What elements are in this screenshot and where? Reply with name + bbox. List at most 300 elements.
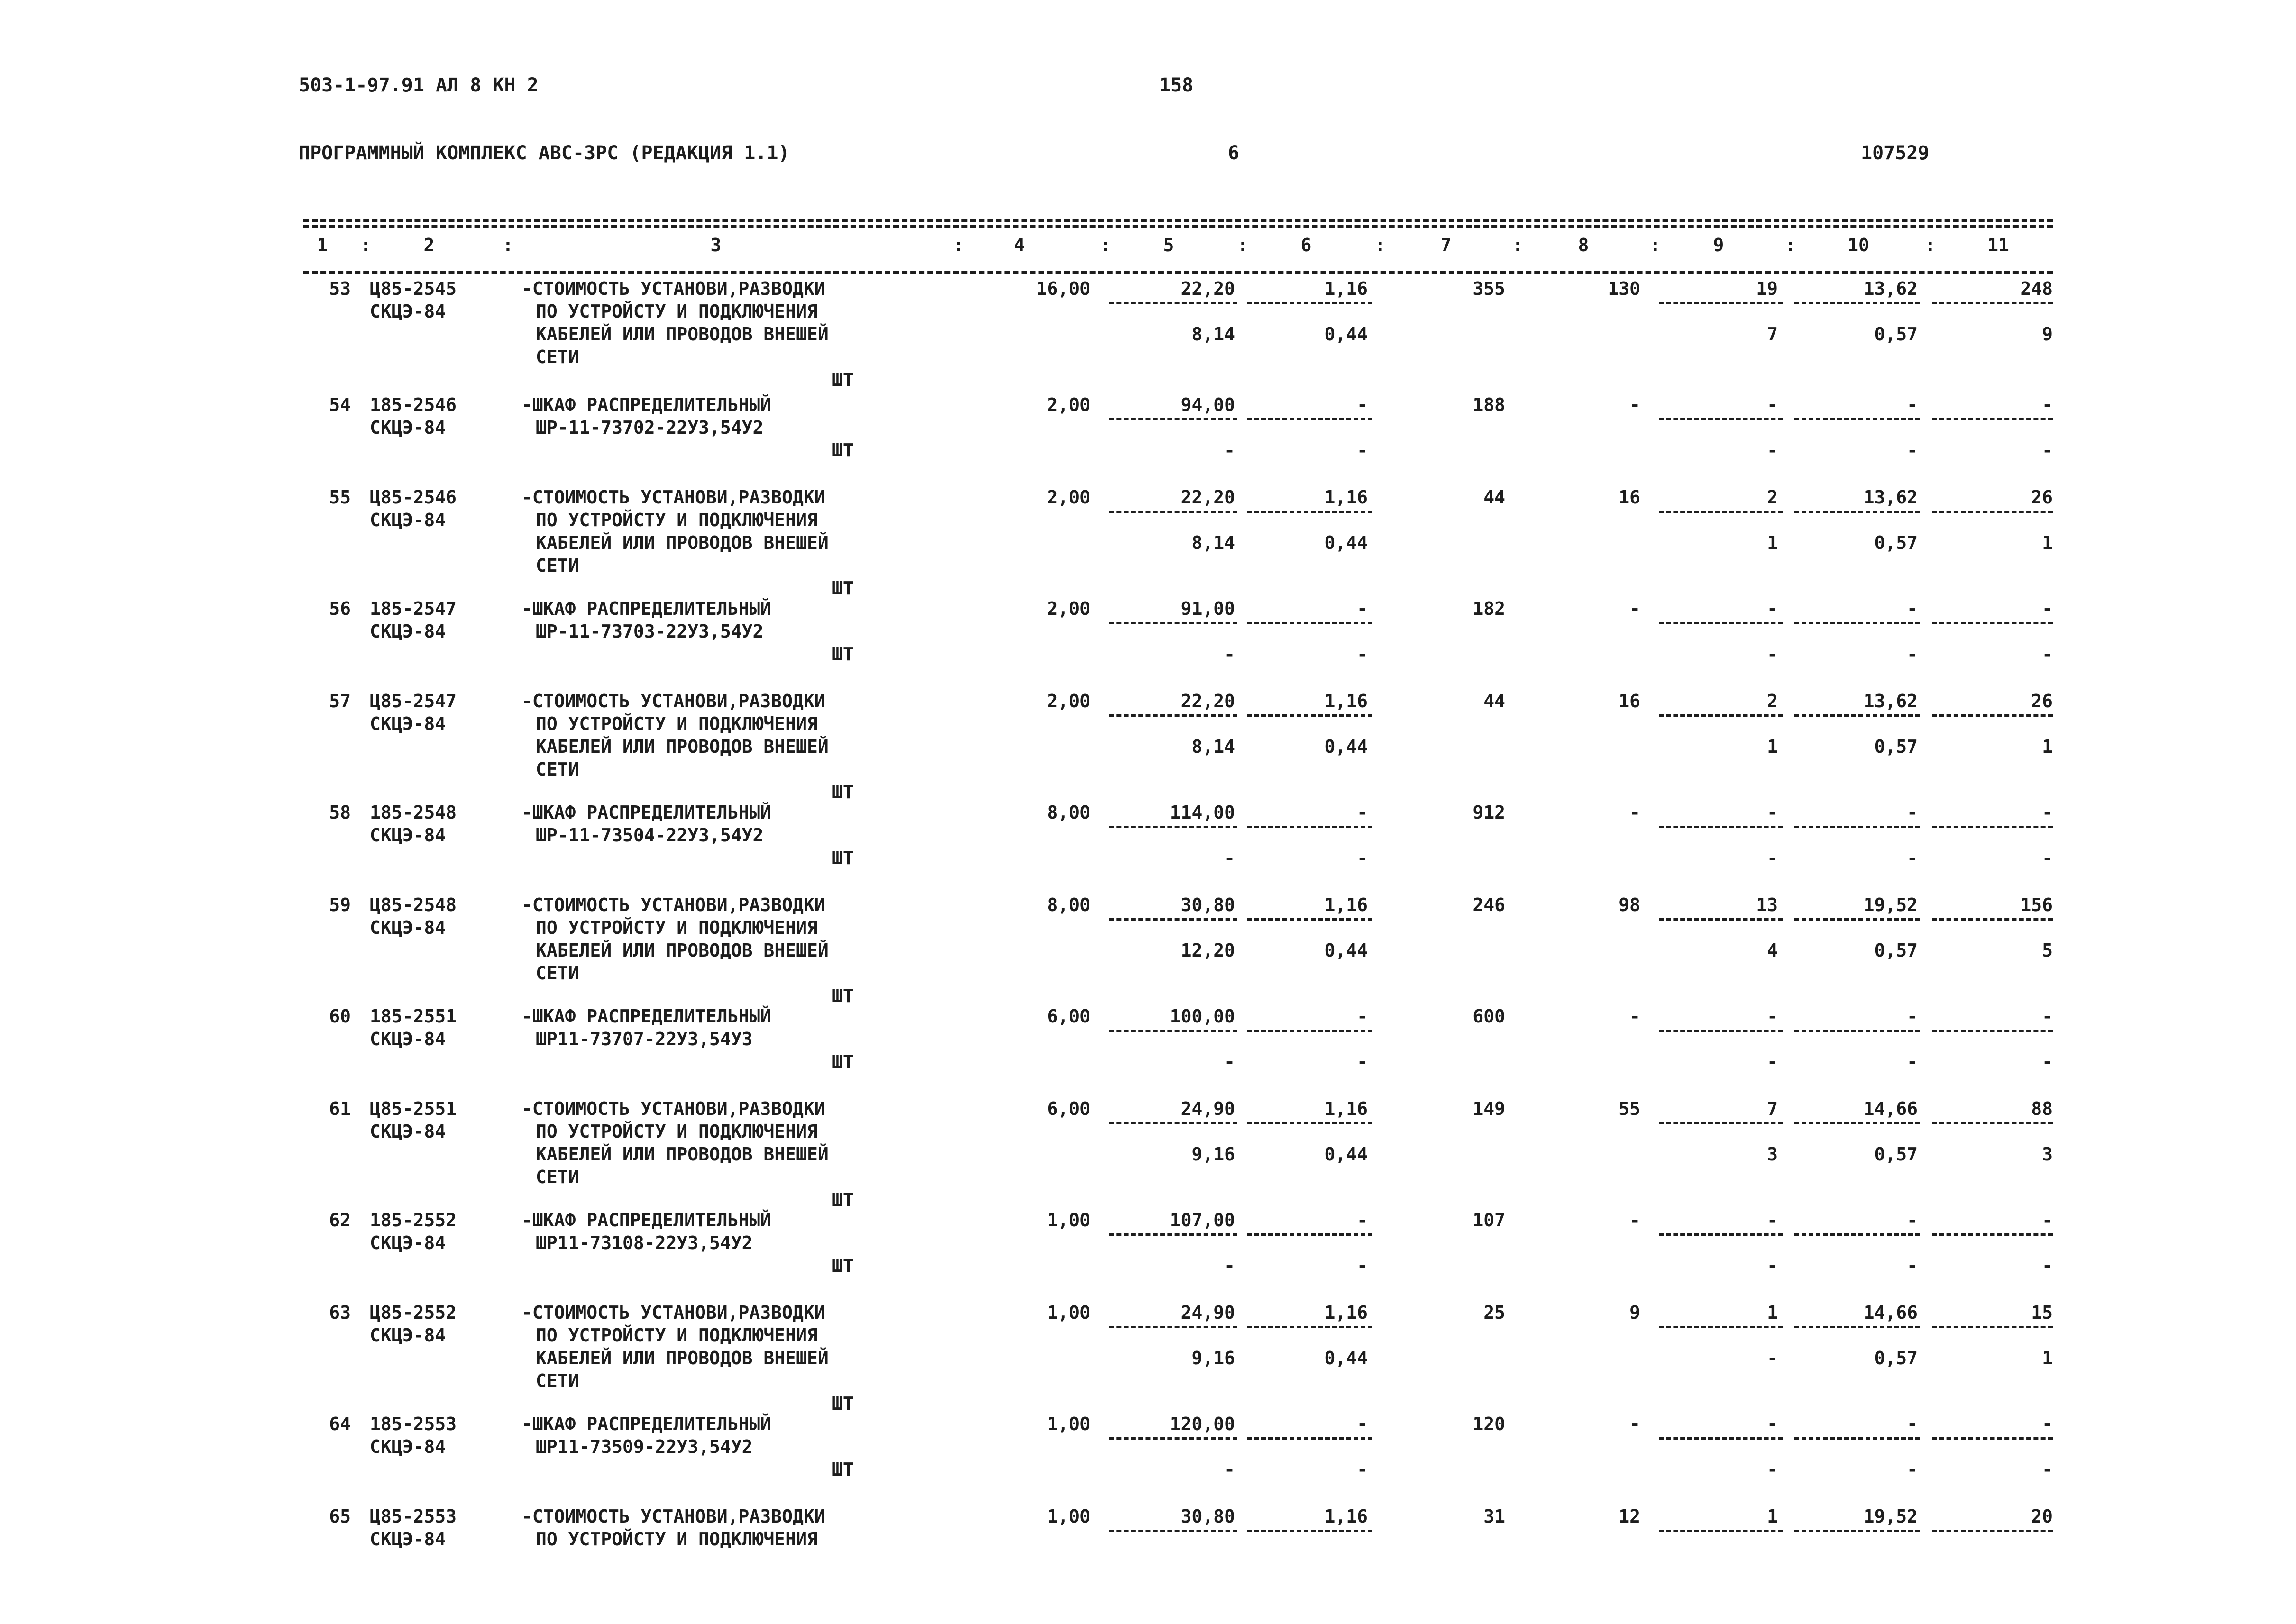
- row-number: 63: [329, 1302, 351, 1323]
- row-col8: -: [1629, 1414, 1640, 1434]
- row-quantity: 1,00: [1047, 1302, 1090, 1323]
- row-total-cost: 107: [1473, 1210, 1505, 1231]
- row-col11: 156: [2020, 894, 2053, 915]
- row-rule-col10: [1794, 418, 1920, 420]
- row-code: Ц85-2547: [370, 691, 457, 712]
- row-col10: -: [1907, 598, 1918, 619]
- row-description-line: -СТОИМОСТЬ УСТАНОВИ,РАЗВОДКИ: [521, 1302, 825, 1323]
- row-rule-col10: [1794, 622, 1920, 624]
- row-col10-2: 0,57: [1874, 324, 1918, 345]
- row-description-line: -ШКАФ РАСПРЕДЕЛИТЕЛЬНЫЙ: [521, 598, 771, 619]
- row-code: 185-2547: [370, 598, 457, 619]
- row-rule-coefficient: [1247, 1530, 1372, 1532]
- row-total-cost: 912: [1473, 802, 1505, 823]
- row-col10: 13,62: [1863, 278, 1918, 299]
- row-coefficient: -: [1357, 598, 1368, 619]
- row-col9-2: -: [1767, 1459, 1778, 1480]
- row-col11-2: 9: [2042, 324, 2053, 345]
- row-rule-col11: [1932, 1326, 2053, 1328]
- row-quantity: 1,00: [1047, 1506, 1090, 1527]
- column-separator: :: [1237, 235, 1248, 255]
- row-col11: -: [2042, 1414, 2053, 1434]
- table-header-rule: [303, 271, 2053, 274]
- column-header-7: 7: [1440, 235, 1452, 255]
- row-col8: -: [1629, 598, 1640, 619]
- row-total-cost: 355: [1473, 278, 1505, 299]
- row-reference: СКЦЭ-84: [370, 917, 446, 938]
- row-unit: ШТ: [832, 782, 854, 803]
- row-col9-2: -: [1767, 1348, 1778, 1369]
- row-reference: СКЦЭ-84: [370, 301, 446, 322]
- row-total-cost: 25: [1483, 1302, 1505, 1323]
- row-rule-price: [1109, 1326, 1237, 1328]
- row-coefficient: -: [1357, 1210, 1368, 1231]
- row-col10-2: -: [1907, 848, 1918, 868]
- row-unit-price-2: -: [1224, 1051, 1235, 1072]
- row-description-line: ШР-11-73702-22У3,54У2: [536, 417, 764, 438]
- row-rule-price: [1109, 511, 1237, 513]
- row-description-line: КАБЕЛЕЙ ИЛИ ПРОВОДОВ ВНЕШЕЙ: [536, 532, 829, 553]
- column-header-3: 3: [710, 235, 722, 255]
- row-coefficient-2: 0,44: [1324, 1348, 1368, 1369]
- row-total-cost: 188: [1473, 394, 1505, 415]
- row-total-cost: 31: [1483, 1506, 1505, 1527]
- row-code: Ц85-2552: [370, 1302, 457, 1323]
- row-coefficient-2: 0,44: [1324, 1144, 1368, 1165]
- row-description-line: -СТОИМОСТЬ УСТАНОВИ,РАЗВОДКИ: [521, 1098, 825, 1119]
- row-quantity: 1,00: [1047, 1210, 1090, 1231]
- row-description-line: ШР-11-73703-22У3,54У2: [536, 621, 764, 642]
- column-header-1: 1: [317, 235, 328, 255]
- row-coefficient: 1,16: [1324, 1506, 1368, 1527]
- row-rule-col11: [1932, 302, 2053, 304]
- column-header-8: 8: [1578, 235, 1589, 255]
- row-coefficient-2: -: [1357, 848, 1368, 868]
- row-description-line: КАБЕЛЕЙ ИЛИ ПРОВОДОВ ВНЕШЕЙ: [536, 324, 829, 345]
- row-col11: 26: [2031, 487, 2053, 508]
- row-rule-col11: [1932, 1437, 2053, 1440]
- row-rule-col9: [1659, 511, 1783, 513]
- row-rule-col9: [1659, 918, 1783, 921]
- row-unit-price: 24,90: [1180, 1098, 1235, 1119]
- row-description-line: -ШКАФ РАСПРЕДЕЛИТЕЛЬНЫЙ: [521, 1210, 771, 1231]
- row-coefficient-2: -: [1357, 644, 1368, 665]
- row-rule-col11: [1932, 1530, 2053, 1532]
- row-col8: 55: [1619, 1098, 1640, 1119]
- row-col10-2: -: [1907, 440, 1918, 461]
- row-rule-price: [1109, 1437, 1237, 1440]
- row-rule-coefficient: [1247, 1233, 1372, 1236]
- row-unit: ШТ: [832, 985, 854, 1006]
- row-unit-price: 22,20: [1180, 691, 1235, 712]
- row-col9-2: 1: [1767, 532, 1778, 553]
- row-col10: -: [1907, 394, 1918, 415]
- row-rule-price: [1109, 622, 1237, 624]
- row-rule-col11: [1932, 714, 2053, 717]
- row-col8: -: [1629, 1210, 1640, 1231]
- row-col9-2: -: [1767, 1255, 1778, 1276]
- row-description-line: СЕТИ: [536, 1370, 579, 1391]
- row-quantity: 2,00: [1047, 487, 1090, 508]
- row-total-cost: 44: [1483, 487, 1505, 508]
- row-rule-col10: [1794, 1530, 1920, 1532]
- row-col10-2: -: [1907, 1051, 1918, 1072]
- row-col9: 1: [1767, 1506, 1778, 1527]
- row-unit: ШТ: [832, 848, 854, 868]
- row-quantity: 16,00: [1036, 278, 1090, 299]
- row-reference: СКЦЭ-84: [370, 510, 446, 530]
- row-rule-price: [1109, 302, 1237, 304]
- row-coefficient: 1,16: [1324, 1302, 1368, 1323]
- row-col8: 130: [1608, 278, 1640, 299]
- row-unit-price: 24,90: [1180, 1302, 1235, 1323]
- column-header-5: 5: [1163, 235, 1174, 255]
- row-rule-col11: [1932, 826, 2053, 828]
- row-unit-price: 22,20: [1180, 487, 1235, 508]
- row-coefficient-2: -: [1357, 1051, 1368, 1072]
- row-description-line: ПО УСТРОЙСТУ И ПОДКЛЮЧЕНИЯ: [536, 713, 818, 734]
- row-col11: 20: [2031, 1506, 2053, 1527]
- row-code: 185-2548: [370, 802, 457, 823]
- row-quantity: 6,00: [1047, 1098, 1090, 1119]
- row-col10-2: -: [1907, 1459, 1918, 1480]
- row-reference: СКЦЭ-84: [370, 713, 446, 734]
- row-code: 185-2546: [370, 394, 457, 415]
- row-rule-coefficient: [1247, 826, 1372, 828]
- row-number: 55: [329, 487, 351, 508]
- row-col10-2: -: [1907, 1255, 1918, 1276]
- row-col8: 16: [1619, 691, 1640, 712]
- row-col11-2: -: [2042, 848, 2053, 868]
- row-coefficient: 1,16: [1324, 487, 1368, 508]
- row-reference: СКЦЭ-84: [370, 825, 446, 846]
- row-col9: 13: [1756, 894, 1778, 915]
- row-rule-coefficient: [1247, 511, 1372, 513]
- sheet-number: 6: [1228, 142, 1240, 164]
- row-col8: -: [1629, 802, 1640, 823]
- row-description-line: ПО УСТРОЙСТУ И ПОДКЛЮЧЕНИЯ: [536, 917, 818, 938]
- row-col10-2: 0,57: [1874, 1348, 1918, 1369]
- row-unit: ШТ: [832, 1189, 854, 1210]
- row-description-line: ПО УСТРОЙСТУ И ПОДКЛЮЧЕНИЯ: [536, 1325, 818, 1346]
- row-col9-2: -: [1767, 848, 1778, 868]
- row-unit-price: 30,80: [1180, 894, 1235, 915]
- row-quantity: 2,00: [1047, 598, 1090, 619]
- row-col9: 19: [1756, 278, 1778, 299]
- row-col11-2: 5: [2042, 940, 2053, 961]
- row-rule-col10: [1794, 714, 1920, 717]
- row-description-line: КАБЕЛЕЙ ИЛИ ПРОВОДОВ ВНЕШЕЙ: [536, 1144, 829, 1165]
- column-separator: :: [1925, 235, 1936, 255]
- column-header-10: 10: [1848, 235, 1869, 255]
- row-total-cost: 120: [1473, 1414, 1505, 1434]
- row-rule-col10: [1794, 1326, 1920, 1328]
- row-rule-price: [1109, 826, 1237, 828]
- row-unit: ШТ: [832, 1393, 854, 1414]
- row-col11: -: [2042, 802, 2053, 823]
- row-rule-col11: [1932, 918, 2053, 921]
- row-unit: ШТ: [832, 440, 854, 461]
- row-col9: 1: [1767, 1302, 1778, 1323]
- row-col10: 19,52: [1863, 1506, 1918, 1527]
- row-unit-price: 107,00: [1170, 1210, 1235, 1231]
- row-col11-2: -: [2042, 440, 2053, 461]
- row-col11: -: [2042, 1006, 2053, 1027]
- row-unit-price-2: 9,16: [1191, 1144, 1235, 1165]
- row-description-line: ПО УСТРОЙСТУ И ПОДКЛЮЧЕНИЯ: [536, 1529, 818, 1550]
- row-col10: -: [1907, 1414, 1918, 1434]
- row-description-line: ПО УСТРОЙСТУ И ПОДКЛЮЧЕНИЯ: [536, 301, 818, 322]
- row-description-line: КАБЕЛЕЙ ИЛИ ПРОВОДОВ ВНЕШЕЙ: [536, 940, 829, 961]
- row-rule-col9: [1659, 1437, 1783, 1440]
- column-separator: :: [1375, 235, 1386, 255]
- row-col11-2: 1: [2042, 532, 2053, 553]
- row-rule-col10: [1794, 1233, 1920, 1236]
- row-number: 59: [329, 894, 351, 915]
- row-col9-2: 4: [1767, 940, 1778, 961]
- row-coefficient-2: 0,44: [1324, 940, 1368, 961]
- row-col9: -: [1767, 1414, 1778, 1434]
- row-number: 64: [329, 1414, 351, 1434]
- row-code: 185-2553: [370, 1414, 457, 1434]
- doc-code: 503-1-97.91 АЛ 8 КН 2: [299, 74, 539, 96]
- row-unit-price-2: 8,14: [1191, 324, 1235, 345]
- row-code: Ц85-2553: [370, 1506, 457, 1527]
- row-description-line: ШР11-73108-22У3,54У2: [536, 1232, 753, 1253]
- row-coefficient: 1,16: [1324, 1098, 1368, 1119]
- row-col11-2: 1: [2042, 736, 2053, 757]
- row-unit-price-2: 12,20: [1180, 940, 1235, 961]
- row-coefficient-2: -: [1357, 1255, 1368, 1276]
- row-col11-2: -: [2042, 1255, 2053, 1276]
- row-unit-price: 22,20: [1180, 278, 1235, 299]
- row-col11-2: -: [2042, 1051, 2053, 1072]
- row-quantity: 2,00: [1047, 691, 1090, 712]
- column-separator: :: [503, 235, 513, 255]
- row-rule-coefficient: [1247, 302, 1372, 304]
- row-rule-col10: [1794, 511, 1920, 513]
- row-col11: 15: [2031, 1302, 2053, 1323]
- row-unit-price: 30,80: [1180, 1506, 1235, 1527]
- row-col9: 2: [1767, 691, 1778, 712]
- row-col9: -: [1767, 1006, 1778, 1027]
- row-col10: 14,66: [1863, 1302, 1918, 1323]
- row-unit-price: 100,00: [1170, 1006, 1235, 1027]
- row-coefficient: -: [1357, 1006, 1368, 1027]
- row-col11-2: 3: [2042, 1144, 2053, 1165]
- row-description-line: -СТОИМОСТЬ УСТАНОВИ,РАЗВОДКИ: [521, 691, 825, 712]
- row-rule-col11: [1932, 622, 2053, 624]
- row-quantity: 2,00: [1047, 394, 1090, 415]
- row-col11-2: -: [2042, 1459, 2053, 1480]
- row-total-cost: 44: [1483, 691, 1505, 712]
- column-header-2: 2: [423, 235, 435, 255]
- column-separator: :: [1785, 235, 1796, 255]
- row-rule-col11: [1932, 1233, 2053, 1236]
- row-description-line: ПО УСТРОЙСТУ И ПОДКЛЮЧЕНИЯ: [536, 1121, 818, 1142]
- row-coefficient-2: 0,44: [1324, 736, 1368, 757]
- row-description-line: СЕТИ: [536, 963, 579, 984]
- row-unit-price-2: 9,16: [1191, 1348, 1235, 1369]
- row-unit-price-2: -: [1224, 644, 1235, 665]
- row-col9: 7: [1767, 1098, 1778, 1119]
- row-total-cost: 246: [1473, 894, 1505, 915]
- row-rule-coefficient: [1247, 1326, 1372, 1328]
- row-col11-2: -: [2042, 644, 2053, 665]
- row-col9-2: 7: [1767, 324, 1778, 345]
- row-description-line: -ШКАФ РАСПРЕДЕЛИТЕЛЬНЫЙ: [521, 394, 771, 415]
- column-header-11: 11: [1987, 235, 2009, 255]
- row-reference: СКЦЭ-84: [370, 1529, 446, 1550]
- column-separator: :: [1100, 235, 1111, 255]
- row-unit-price-2: -: [1224, 1255, 1235, 1276]
- row-rule-coefficient: [1247, 1122, 1372, 1124]
- row-col10: -: [1907, 1006, 1918, 1027]
- row-col9-2: 3: [1767, 1144, 1778, 1165]
- row-unit: ШТ: [832, 578, 854, 599]
- row-unit: ШТ: [832, 1255, 854, 1276]
- row-rule-col9: [1659, 622, 1783, 624]
- row-unit-price: 114,00: [1170, 802, 1235, 823]
- row-number: 53: [329, 278, 351, 299]
- row-description-line: ШР-11-73504-22У3,54У2: [536, 825, 764, 846]
- row-col9: -: [1767, 1210, 1778, 1231]
- row-unit-price-2: -: [1224, 1459, 1235, 1480]
- row-number: 54: [329, 394, 351, 415]
- row-number: 65: [329, 1506, 351, 1527]
- row-quantity: 8,00: [1047, 894, 1090, 915]
- row-rule-coefficient: [1247, 1030, 1372, 1032]
- row-coefficient: 1,16: [1324, 278, 1368, 299]
- row-reference: СКЦЭ-84: [370, 1121, 446, 1142]
- row-col10-2: 0,57: [1874, 736, 1918, 757]
- row-col8: 9: [1629, 1302, 1640, 1323]
- doc-id: 107529: [1861, 142, 1930, 164]
- row-coefficient-2: 0,44: [1324, 532, 1368, 553]
- row-rule-price: [1109, 714, 1237, 717]
- row-rule-col9: [1659, 1233, 1783, 1236]
- row-unit-price-2: 8,14: [1191, 532, 1235, 553]
- row-reference: СКЦЭ-84: [370, 1232, 446, 1253]
- row-rule-price: [1109, 1233, 1237, 1236]
- row-rule-coefficient: [1247, 622, 1372, 624]
- row-reference: СКЦЭ-84: [370, 621, 446, 642]
- row-col8: -: [1629, 394, 1640, 415]
- row-rule-col11: [1932, 511, 2053, 513]
- row-rule-col9: [1659, 418, 1783, 420]
- row-description-line: СЕТИ: [536, 347, 579, 367]
- row-total-cost: 149: [1473, 1098, 1505, 1119]
- row-rule-price: [1109, 918, 1237, 921]
- row-description-line: ПО УСТРОЙСТУ И ПОДКЛЮЧЕНИЯ: [536, 510, 818, 530]
- row-col10: -: [1907, 802, 1918, 823]
- column-separator: :: [1650, 235, 1661, 255]
- row-description-line: -СТОИМОСТЬ УСТАНОВИ,РАЗВОДКИ: [521, 487, 825, 508]
- column-separator: :: [360, 235, 371, 255]
- row-col10-2: -: [1907, 644, 1918, 665]
- row-number: 58: [329, 802, 351, 823]
- row-col11: -: [2042, 598, 2053, 619]
- row-coefficient-2: -: [1357, 440, 1368, 461]
- row-rule-col10: [1794, 1122, 1920, 1124]
- row-rule-price: [1109, 1122, 1237, 1124]
- program-title: ПРОГРАММНЫЙ КОМПЛЕКС АВС-3РС (РЕДАКЦИЯ 1.1): [299, 142, 790, 164]
- row-description-line: СЕТИ: [536, 555, 579, 576]
- row-col10-2: 0,57: [1874, 532, 1918, 553]
- row-rule-col9: [1659, 826, 1783, 828]
- row-description-line: ШР11-73509-22У3,54У2: [536, 1436, 753, 1457]
- row-rule-col10: [1794, 1437, 1920, 1440]
- row-code: Ц85-2551: [370, 1098, 457, 1119]
- row-col9: 2: [1767, 487, 1778, 508]
- row-rule-col11: [1932, 1030, 2053, 1032]
- row-col11: 248: [2020, 278, 2053, 299]
- row-reference: СКЦЭ-84: [370, 1436, 446, 1457]
- row-rule-coefficient: [1247, 418, 1372, 420]
- row-col8: 16: [1619, 487, 1640, 508]
- row-number: 56: [329, 598, 351, 619]
- row-number: 61: [329, 1098, 351, 1119]
- row-description-line: -СТОИМОСТЬ УСТАНОВИ,РАЗВОДКИ: [521, 1506, 825, 1527]
- row-coefficient-2: -: [1357, 1459, 1368, 1480]
- row-col8: 98: [1619, 894, 1640, 915]
- row-rule-col9: [1659, 1122, 1783, 1124]
- row-rule-col10: [1794, 826, 1920, 828]
- row-quantity: 8,00: [1047, 802, 1090, 823]
- row-rule-col9: [1659, 1326, 1783, 1328]
- row-quantity: 1,00: [1047, 1414, 1090, 1434]
- row-col9: -: [1767, 394, 1778, 415]
- row-col10: 14,66: [1863, 1098, 1918, 1119]
- row-unit-price-2: 8,14: [1191, 736, 1235, 757]
- row-coefficient: -: [1357, 802, 1368, 823]
- row-code: Ц85-2545: [370, 278, 457, 299]
- row-description-line: -ШКАФ РАСПРЕДЕЛИТЕЛЬНЫЙ: [521, 1006, 771, 1027]
- row-rule-col10: [1794, 918, 1920, 921]
- page-number: 158: [1159, 74, 1194, 96]
- row-description-line: КАБЕЛЕЙ ИЛИ ПРОВОДОВ ВНЕШЕЙ: [536, 736, 829, 757]
- row-rule-col9: [1659, 714, 1783, 717]
- row-code: Ц85-2546: [370, 487, 457, 508]
- row-unit-price-2: -: [1224, 848, 1235, 868]
- row-coefficient: 1,16: [1324, 691, 1368, 712]
- row-col11: 26: [2031, 691, 2053, 712]
- row-col11: 88: [2031, 1098, 2053, 1119]
- row-total-cost: 182: [1473, 598, 1505, 619]
- row-coefficient-2: 0,44: [1324, 324, 1368, 345]
- row-description-line: -СТОИМОСТЬ УСТАНОВИ,РАЗВОДКИ: [521, 278, 825, 299]
- row-col9-2: -: [1767, 440, 1778, 461]
- row-description-line: -СТОИМОСТЬ УСТАНОВИ,РАЗВОДКИ: [521, 894, 825, 915]
- row-col9-2: -: [1767, 1051, 1778, 1072]
- row-rule-col9: [1659, 302, 1783, 304]
- row-unit: ШТ: [832, 1051, 854, 1072]
- row-coefficient: -: [1357, 1414, 1368, 1434]
- row-col10: 13,62: [1863, 487, 1918, 508]
- row-col9: -: [1767, 598, 1778, 619]
- row-unit: ШТ: [832, 644, 854, 665]
- row-col9-2: 1: [1767, 736, 1778, 757]
- row-col9: -: [1767, 802, 1778, 823]
- row-unit-price: 94,00: [1180, 394, 1235, 415]
- table-top-rule: [303, 219, 2053, 222]
- row-rule-price: [1109, 1530, 1237, 1532]
- row-col10: 13,62: [1863, 691, 1918, 712]
- row-description-line: -ШКАФ РАСПРЕДЕЛИТЕЛЬНЫЙ: [521, 1414, 771, 1434]
- column-separator: :: [1512, 235, 1523, 255]
- row-rule-col10: [1794, 1030, 1920, 1032]
- column-header-4: 4: [1014, 235, 1025, 255]
